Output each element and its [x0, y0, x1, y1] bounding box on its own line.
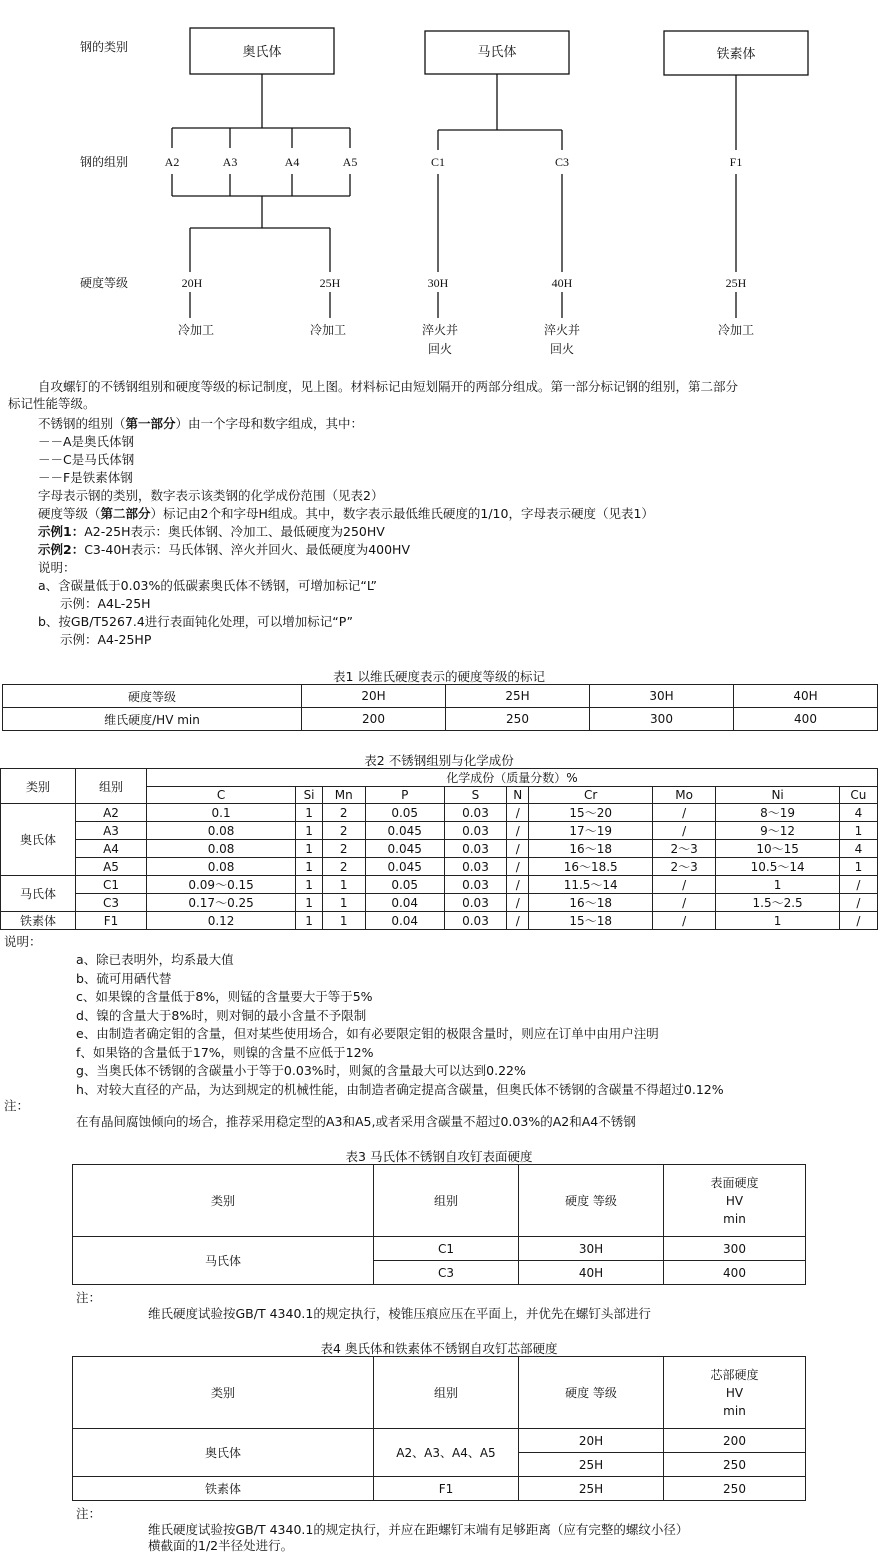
steel-marking-diagram [0, 0, 878, 370]
table2-cell: / [507, 876, 529, 894]
table2-cell: A4 [76, 840, 147, 858]
table2-note: c、如果镍的含量低于8%，则锰的含量要大于等于5% [76, 989, 373, 1004]
table2-cell: 0.04 [365, 894, 444, 912]
table2-cell: 0.03 [444, 822, 506, 840]
table3-header-grade: 硬度 等级 [519, 1165, 664, 1237]
table3-cell: C1 [374, 1237, 519, 1261]
table1-cell: 25H [446, 685, 590, 708]
table2-note: e、由制造者确定钼的含量，但对某些使用场合，如有必要限定钼的极限含量时，则应在订单中由用户注明 [76, 1026, 659, 1041]
table2-cell: 4 [839, 840, 877, 858]
table2-cell: / [652, 912, 715, 930]
intro-line-2: 标记性能等级。 [8, 396, 96, 411]
table2-cell: 1 [296, 876, 323, 894]
table2-cell: 0.03 [444, 894, 506, 912]
group-c3: C3 [554, 155, 570, 169]
table2-cell: 11.5～14 [529, 876, 652, 894]
table2-row [1, 894, 878, 912]
table2-cell: 0.045 [365, 840, 444, 858]
table2-row [1, 840, 878, 858]
table3-cell: C3 [374, 1261, 519, 1285]
table2-cell: 0.03 [444, 876, 506, 894]
table2-category: 马氏体 [1, 876, 76, 912]
table2-cell: 10～15 [716, 840, 839, 858]
table2-row [1, 858, 878, 876]
table2-cell: 0.03 [444, 804, 506, 822]
table2-note: g、当奥氏体不锈钢的含碳量小于等于0.03%时，则氮的含量最大可以达到0.22% [76, 1063, 526, 1078]
table2-cell: 1 [322, 876, 365, 894]
intro-line-1: 自攻螺钉的不锈钢组别和硬度等级的标记制度，见上图。材料标记由短划隔开的两部分组成。第一部分标记钢的组别，第二部分 [38, 379, 739, 394]
table4-header-category: 类别 [73, 1357, 374, 1429]
table1-label: 硬度等级 [3, 685, 302, 708]
table2-cell: 0.03 [444, 912, 506, 930]
table1-cell: 400 [734, 708, 878, 731]
table2-cell: 1 [296, 840, 323, 858]
table2-cell: 1 [296, 858, 323, 876]
table3-header-hardness: 表面硬度 HV min [664, 1165, 806, 1237]
letter-meaning: 字母表示钢的类别，数字表示该类钢的化学成份范围（见表2） [38, 488, 384, 503]
table3-cell: 40H [519, 1261, 664, 1285]
table2-cell: 1 [296, 804, 323, 822]
table4-header-grade: 硬度 等级 [519, 1357, 664, 1429]
table2-row [1, 876, 878, 894]
grade-30h: 30H [427, 276, 449, 290]
table1-row-grade [3, 685, 878, 708]
table2-cell: 8～19 [716, 804, 839, 822]
table4-zhu-text-1: 维氏硬度试验按GB/T 4340.1的规定执行，并应在距螺钉末端有足够距离（应有完整的螺纹小径） [148, 1522, 689, 1537]
table4-header-hardness: 芯部硬度 HV min [664, 1357, 806, 1429]
table4-group-austenitic: A2、A3、A4、A5 [374, 1429, 519, 1477]
table2-cell: 1 [296, 822, 323, 840]
table2-cell: 2 [322, 840, 365, 858]
example-2: 示例2：C3-40H表示：马氏体钢、淬火并回火、最低硬度为400HV [38, 542, 411, 557]
table2-header-chem: 化学成份（质量分数）% [147, 769, 878, 787]
table2-cell: 0.12 [147, 912, 296, 930]
table4-cell: 25H [519, 1477, 664, 1501]
table3-zhu: 注： [76, 1290, 102, 1305]
table2-cell: / [507, 822, 529, 840]
condition-cold-work-1: 冷加工 [177, 323, 215, 337]
note-b: b、按GB/T5267.4进行表面钝化处理，可以增加标记“P” [38, 614, 354, 629]
group-a2: A2 [164, 155, 180, 169]
grade-25h-fer: 25H [725, 276, 747, 290]
table2-cell: C3 [76, 894, 147, 912]
table2-element-header: Cr [529, 787, 652, 804]
table2-element-header: C [147, 787, 296, 804]
table2-cell: 2～3 [652, 840, 715, 858]
table4-cell: F1 [374, 1477, 519, 1501]
table4-category-austenitic: 奥氏体 [73, 1429, 374, 1477]
condition-quench-2-l1: 淬火并 [543, 323, 581, 337]
table4 [72, 1356, 806, 1501]
table2-cell: A3 [76, 822, 147, 840]
table1 [2, 684, 878, 731]
table2-cell: 15～20 [529, 804, 652, 822]
table2-cell: 1 [839, 858, 877, 876]
table2-cell: / [507, 858, 529, 876]
table2-header-category: 类别 [1, 769, 76, 804]
note-b-example: 示例：A4-25HP [60, 632, 152, 647]
table4-cell: 25H [519, 1453, 664, 1477]
table2-note: h、对较大直径的产品，为达到规定的机械性能，由制造者确定提高含碳量，但奥氏体不锈钢的含碳量不得超过0.12% [76, 1081, 724, 1097]
row-label-group: 钢的组别 [80, 155, 129, 169]
table2-element-header: Mn [322, 787, 365, 804]
group-a5: A5 [342, 155, 358, 169]
table2-cell: 2～3 [652, 858, 715, 876]
table1-cell: 20H [302, 685, 446, 708]
table2-cell: 1 [322, 912, 365, 930]
table4-cell: 200 [664, 1429, 806, 1453]
table2-cell: / [652, 876, 715, 894]
table4-header-group: 组别 [374, 1357, 519, 1429]
list-a: －－A是奥氏体钢 [38, 434, 135, 449]
table2-cell: A5 [76, 858, 147, 876]
table2-notes-title: 说明： [4, 934, 42, 949]
table2-cell: 0.08 [147, 858, 296, 876]
table1-cell: 40H [734, 685, 878, 708]
table2-cell: / [652, 804, 715, 822]
table2-element-header: Si [296, 787, 323, 804]
table2-cell: 1 [296, 894, 323, 912]
table2-note: d、镍的含量大于8%时，则对铜的最小含量不予限制 [76, 1007, 367, 1023]
grade-40h: 40H [551, 276, 573, 290]
table2-caption: 表2 不锈钢组别与化学成份 [364, 753, 514, 768]
note-a: a、含碳量低于0.03%的低碳素奥氏体不锈钢，可增加标记“L” [38, 578, 378, 593]
table2-cell: 0.03 [444, 858, 506, 876]
table2-cell: 1.5～2.5 [716, 894, 839, 912]
table2-cell: / [839, 894, 877, 912]
list-c: －－C是马氏体钢 [38, 452, 135, 467]
table2-cell: / [652, 822, 715, 840]
table2-zhu-text: 在有晶间腐蚀倾向的场合，推荐采用稳定型的A3和A5,或者采用含碳量不超过0.03%的A2和A4不锈钢 [76, 1114, 636, 1129]
table2-element-header: S [444, 787, 506, 804]
table3-caption: 表3 马氏体不锈钢自攻钉表面硬度 [345, 1149, 533, 1164]
table1-caption: 表1 以维氏硬度表示的硬度等级的标记 [333, 669, 545, 684]
table2-cell: 1 [716, 876, 839, 894]
table2-cell: 2 [322, 804, 365, 822]
example-1: 示例1：A2-25H表示：奥氏体钢、冷加工、最低硬度为250HV [38, 524, 385, 539]
row-label-category: 钢的类别 [80, 40, 129, 54]
table2-cell: A2 [76, 804, 147, 822]
table2-cell: / [507, 840, 529, 858]
category-austenitic: 奥氏体 [242, 45, 282, 60]
table2-header-group: 组别 [76, 769, 147, 804]
grade-25h-aus: 25H [319, 276, 341, 290]
table4-category-ferritic: 铁素体 [73, 1477, 374, 1501]
category-martensitic: 马氏体 [477, 45, 517, 60]
table2-cell: 0.09～0.15 [147, 876, 296, 894]
table4-cell: 250 [664, 1477, 806, 1501]
table2 [0, 768, 878, 930]
table2-cell: 16～18 [529, 840, 652, 858]
table1-cell: 250 [446, 708, 590, 731]
table3-cell: 30H [519, 1237, 664, 1261]
table2-cell: 0.045 [365, 822, 444, 840]
table2-cell: 16～18 [529, 894, 652, 912]
table2-row [1, 804, 878, 822]
category-ferritic: 铁素体 [716, 47, 756, 62]
table2-cell: 15～18 [529, 912, 652, 930]
condition-cold-work-3: 冷加工 [717, 323, 755, 337]
table2-note: b、硫可用硒代替 [76, 970, 172, 986]
table3 [72, 1164, 806, 1285]
table2-cell: 17～19 [529, 822, 652, 840]
table2-cell: 0.08 [147, 822, 296, 840]
table3-cell: 400 [664, 1261, 806, 1285]
table3-zhu-text: 维氏硬度试验按GB/T 4340.1的规定执行，棱锥压痕应压在平面上，并优先在螺钉头部进行 [148, 1306, 651, 1321]
table1-cell: 300 [590, 708, 734, 731]
table2-cell: 9～12 [716, 822, 839, 840]
table1-cell: 30H [590, 685, 734, 708]
table2-cell: 0.04 [365, 912, 444, 930]
table2-cell: 0.08 [147, 840, 296, 858]
table2-cell: / [507, 804, 529, 822]
table2-cell: 0.05 [365, 804, 444, 822]
table2-cell: C1 [76, 876, 147, 894]
note-title: 说明： [38, 560, 76, 575]
table2-cell: 0.03 [444, 840, 506, 858]
group-a4: A4 [284, 155, 300, 169]
table2-cell: / [507, 894, 529, 912]
table2-category: 铁素体 [1, 912, 76, 930]
table2-cell: 1 [839, 822, 877, 840]
table2-cell: 1 [716, 912, 839, 930]
table1-cell: 200 [302, 708, 446, 731]
table2-cell: 1 [296, 912, 323, 930]
part2-paragraph: 硬度等级（第二部分）标记由2个和字母H组成。其中，数字表示最低维氏硬度的1/10，字母表示硬度（见表1） [38, 506, 654, 521]
table2-element-header: Mo [652, 787, 715, 804]
group-f1: F1 [729, 155, 743, 169]
table2-cell: 10.5～14 [716, 858, 839, 876]
table2-element-header: N [507, 787, 529, 804]
table2-row [1, 912, 878, 930]
table4-cell: 20H [519, 1429, 664, 1453]
table2-row [1, 822, 878, 840]
table2-element-header: Cu [839, 787, 877, 804]
table2-cell: 0.1 [147, 804, 296, 822]
group-c1: C1 [430, 155, 446, 169]
table2-cell: 2 [322, 822, 365, 840]
table2-element-header: Ni [716, 787, 839, 804]
table2-cell: F1 [76, 912, 147, 930]
table3-header-group: 组别 [374, 1165, 519, 1237]
table2-cell: 16～18.5 [529, 858, 652, 876]
table2-cell: 0.045 [365, 858, 444, 876]
condition-quench-1-l2: 回火 [427, 342, 453, 356]
table2-cell: 1 [322, 894, 365, 912]
table3-cell: 300 [664, 1237, 806, 1261]
table2-cell: 0.05 [365, 876, 444, 894]
table2-cell: 0.17～0.25 [147, 894, 296, 912]
table4-cell: 250 [664, 1453, 806, 1477]
note-a-example: 示例：A4L-25H [60, 596, 151, 611]
table2-zhu: 注： [4, 1098, 30, 1113]
table2-cell: 2 [322, 858, 365, 876]
condition-quench-1-l1: 淬火并 [421, 323, 459, 337]
table3-category: 马氏体 [73, 1237, 374, 1285]
table2-cell: / [839, 876, 877, 894]
list-f: －－F是铁素体钢 [38, 470, 133, 485]
table2-note: a、除已表明外，均系最大值 [76, 952, 234, 967]
row-label-grade: 硬度等级 [80, 276, 129, 290]
table2-cell: / [839, 912, 877, 930]
condition-quench-2-l2: 回火 [549, 342, 575, 356]
grade-20h: 20H [181, 276, 203, 290]
table2-cell: / [652, 894, 715, 912]
table2-note: f、如果铬的含量低于17%，则镍的含量不应低于12% [76, 1044, 374, 1060]
table4-zhu: 注： [76, 1506, 102, 1521]
table1-label: 维氏硬度/HV min [3, 708, 302, 731]
table3-header-category: 类别 [73, 1165, 374, 1237]
table2-cell: 4 [839, 804, 877, 822]
table4-zhu-text-2: 横截面的1/2半径处进行。 [148, 1538, 294, 1553]
table2-element-header: P [365, 787, 444, 804]
table2-category: 奥氏体 [1, 804, 76, 876]
condition-cold-work-2: 冷加工 [309, 323, 347, 337]
table2-cell: / [507, 912, 529, 930]
table4-caption: 表4 奥氏体和铁素体不锈钢自攻钉芯部硬度 [320, 1341, 558, 1356]
table1-row-hv [3, 708, 878, 731]
part1-paragraph: 不锈钢的组别（第一部分）由一个字母和数字组成，其中： [38, 416, 364, 431]
group-a3: A3 [222, 155, 238, 169]
